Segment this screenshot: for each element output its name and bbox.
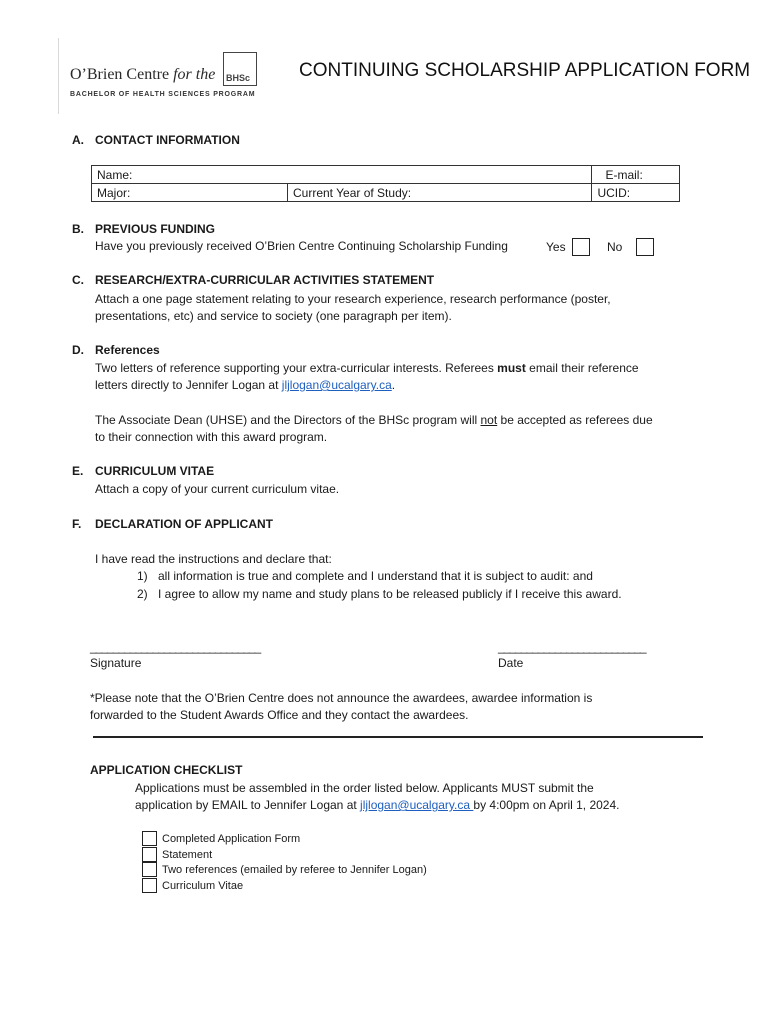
name-field[interactable]	[92, 166, 592, 184]
funding-no	[607, 238, 654, 256]
email-label: E-mail:	[605, 167, 643, 182]
note-line-2: forwarded to the Student Awards Office and they contact the awardees.	[90, 708, 469, 722]
section-b-heading: PREVIOUS FUNDING	[95, 222, 216, 236]
checklist-item-label: Two references (emailed by referee to Jennifer Logan)	[162, 863, 427, 876]
section-f-heading: DECLARATION OF APPLICANT	[95, 517, 273, 531]
checklist-email-link[interactable]: jljlogan@ucalgary.ca	[360, 798, 474, 812]
references-line-1-a: Two letters of reference supporting your extra-curricular interests. Referees	[95, 361, 498, 375]
declaration-item-1: all information is true and complete and I understand that it is subject to audit: and	[158, 569, 593, 583]
signature-label: Signature	[90, 656, 142, 670]
checklist-item-label: Completed Application Form	[162, 832, 301, 845]
references-not: not	[480, 413, 498, 427]
no-label: No	[607, 240, 623, 254]
checklist-item	[142, 878, 243, 893]
references-email-link[interactable]: jljlogan@ucalgary.ca	[281, 378, 392, 392]
checklist-item-label: Statement	[162, 848, 213, 861]
declaration-item-2-num: 2)	[137, 587, 148, 601]
declaration-item-1-num: 1)	[137, 569, 148, 583]
yes-label: Yes	[546, 240, 566, 254]
declaration-intro: I have read the instructions and declare that:	[95, 552, 332, 566]
contact-table	[91, 165, 680, 202]
major-field[interactable]	[92, 184, 288, 202]
section-a-letter: A.	[72, 133, 84, 147]
checklist-item	[142, 862, 427, 877]
declaration-item-2: I agree to allow my name and study plans to be released publicly if I receive this award.	[158, 587, 622, 601]
date-line[interactable]: __________________________	[498, 640, 646, 654]
name-label: Name:	[97, 167, 133, 182]
yes-checkbox[interactable]	[572, 238, 590, 256]
checklist-line-2-a: application by EMAIL to Jennifer Logan at	[135, 798, 361, 812]
logo-name-italic: for the	[173, 66, 216, 83]
year-field[interactable]	[288, 184, 592, 202]
section-d-letter: D.	[72, 343, 84, 357]
checklist-heading: APPLICATION CHECKLIST	[90, 763, 243, 777]
section-e-letter: E.	[72, 464, 84, 478]
references-line-2	[95, 377, 395, 394]
checklist-line-1: Applications must be assembled in the order listed below. Applicants MUST submit the	[135, 781, 594, 795]
year-label: Current Year of Study:	[293, 185, 412, 200]
checklist-checkbox[interactable]	[142, 878, 157, 893]
date-label: Date	[498, 656, 524, 670]
section-e-heading: CURRICULUM VITAE	[95, 464, 215, 478]
checklist-line-2-b: by 4:00pm on April 1, 2024.	[473, 798, 620, 812]
references-line-2-b: .	[391, 378, 396, 392]
no-checkbox[interactable]	[636, 238, 654, 256]
funding-question: Have you previously received O’Brien Centre Continuing Scholarship Funding	[95, 239, 508, 253]
checklist-item	[142, 831, 300, 846]
page-title: CONTINUING SCHOLARSHIP APPLICATION FORM	[299, 60, 751, 81]
logo-name	[70, 66, 215, 84]
references-must: must	[497, 361, 526, 375]
references-line-3-a: The Associate Dean (UHSE) and the Directors of the BHSc program will	[95, 413, 481, 427]
logo-name-prefix: O’Brien Centre	[70, 66, 170, 83]
logo-badge-text: BHSc	[226, 73, 251, 83]
ucid-field[interactable]	[592, 184, 680, 202]
note-line-1: *Please note that the O’Brien Centre does not announce the awardees, awardee information is	[90, 691, 593, 705]
checklist-line-2	[135, 797, 620, 814]
funding-yes	[546, 238, 590, 256]
email-field[interactable]	[592, 166, 680, 184]
section-b-letter: B.	[72, 222, 84, 236]
references-line-3-b: be accepted as referees due	[497, 413, 653, 427]
divider	[93, 736, 703, 738]
section-a-heading: CONTACT INFORMATION	[95, 133, 240, 147]
checklist-checkbox[interactable]	[142, 831, 157, 846]
section-f-letter: F.	[72, 517, 82, 531]
references-line-2-a: letters directly to Jennifer Logan at	[95, 378, 282, 392]
references-line-4: to their connection with this award program.	[95, 430, 328, 444]
statement-line-1: Attach a one page statement relating to your research experience, research performance (poster,	[95, 292, 611, 306]
checklist-checkbox[interactable]	[142, 862, 157, 877]
statement-line-2: presentations, etc) and service to society (one paragraph per item).	[95, 309, 452, 323]
checklist-checkbox[interactable]	[142, 847, 157, 862]
major-label: Major:	[97, 185, 131, 200]
section-c-letter: C.	[72, 273, 84, 287]
checklist-item	[142, 847, 212, 862]
signature-line[interactable]: ______________________________	[90, 640, 261, 654]
ucid-label: UCID:	[597, 185, 631, 200]
cv-line: Attach a copy of your current curriculum vitae.	[95, 482, 340, 496]
references-line-3	[95, 412, 653, 429]
checklist-item-label: Curriculum Vitae	[162, 879, 244, 892]
references-line-1-b: email their reference	[525, 361, 639, 375]
logo-badge	[223, 52, 257, 86]
section-c-heading: RESEARCH/EXTRA-CURRICULAR ACTIVITIES STATEMENT	[95, 273, 435, 287]
references-line-1	[95, 360, 639, 377]
section-d-heading: References	[95, 343, 160, 357]
logo-subtitle: BACHELOR OF HEALTH SCIENCES PROGRAM	[70, 91, 256, 98]
